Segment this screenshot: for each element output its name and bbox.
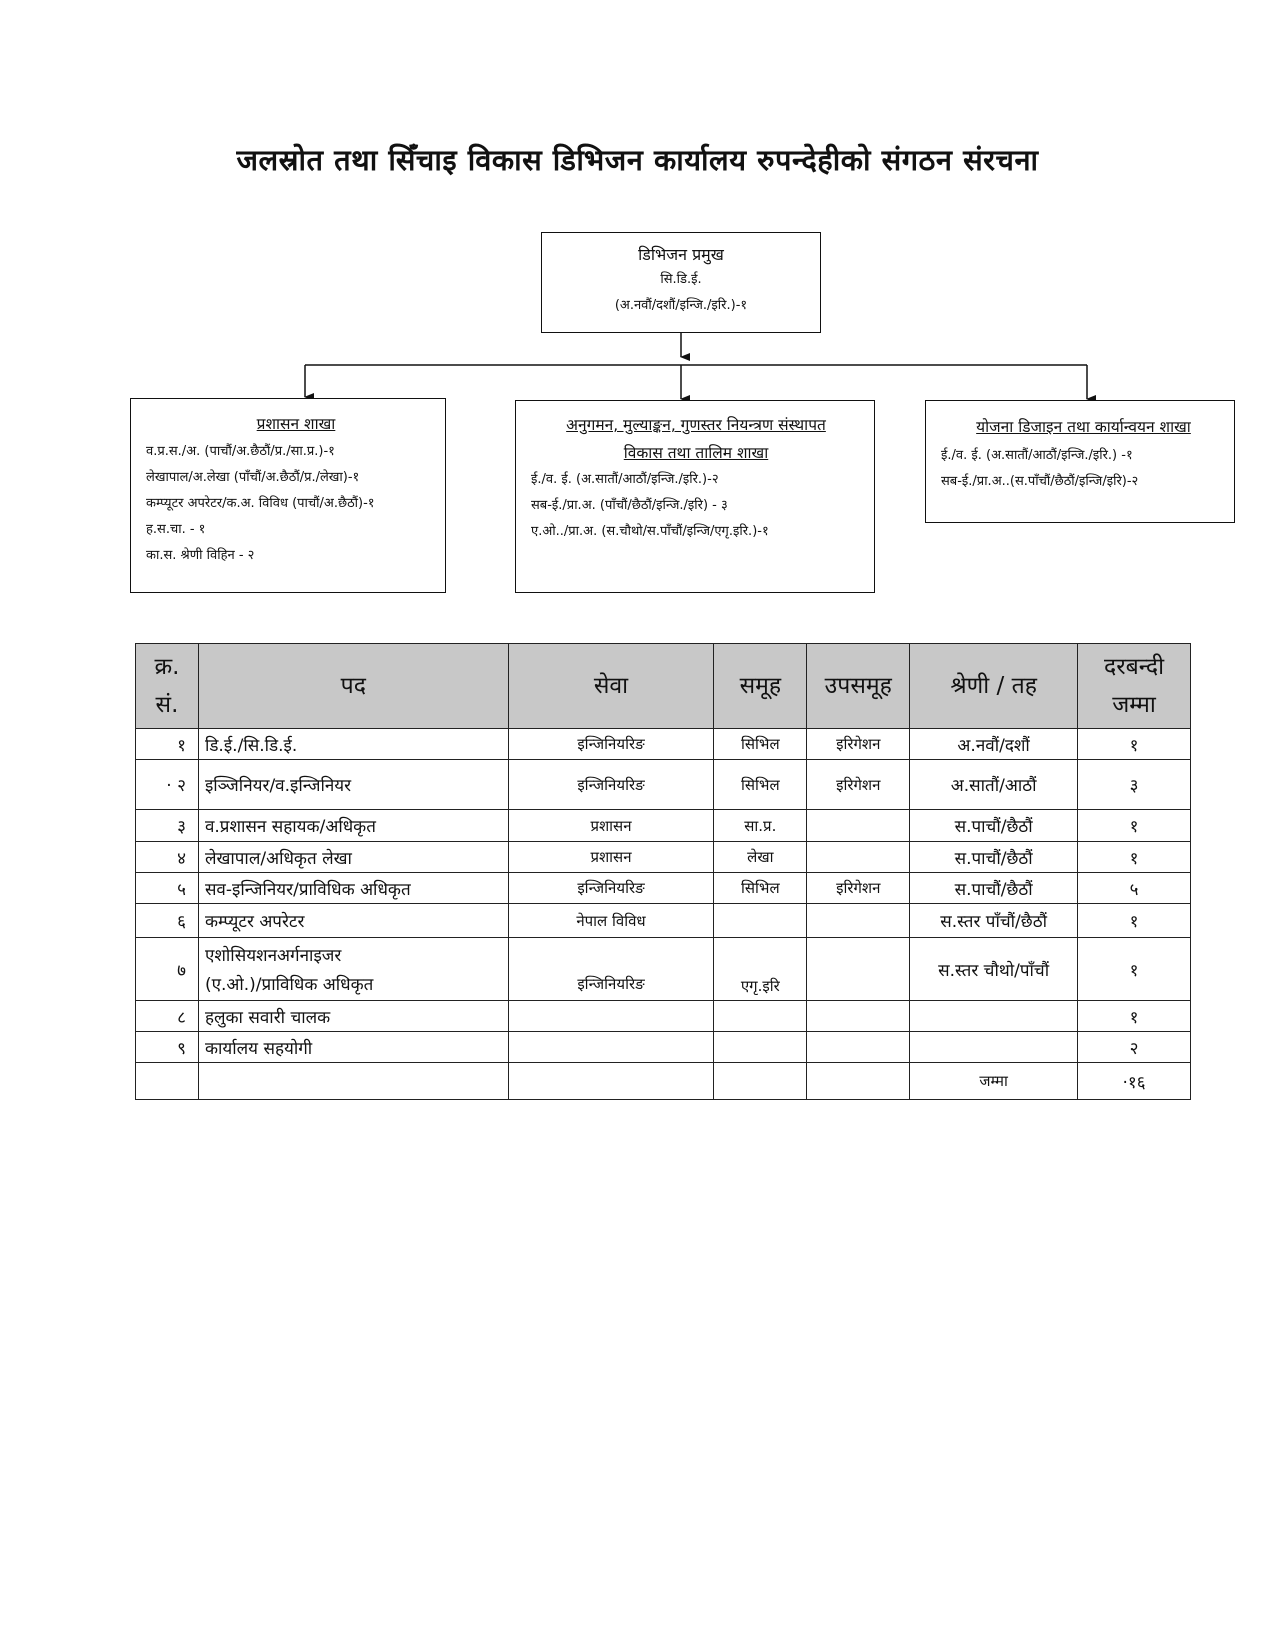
post-cell: सव-इन्जिनियर/प्राविधिक अधिकृत xyxy=(198,873,508,904)
service-cell: इन्जिनियरिङ xyxy=(508,873,714,904)
admin-post-line: लेखापाल/अ.लेखा (पाँचौं/अ.छैठौं/प्र./लेखा)-१ xyxy=(146,470,360,485)
service-cell: इन्जिनियरिङ xyxy=(508,729,714,760)
header-subgroup: उपसमूह xyxy=(807,644,910,729)
grade-cell: स.स्तर पाँचौं/छैठौं xyxy=(910,904,1078,938)
grade-cell xyxy=(910,1032,1078,1063)
table-row xyxy=(136,760,1191,810)
admin-section-box xyxy=(130,398,446,593)
subgroup-cell xyxy=(807,810,910,842)
org-connectors xyxy=(0,0,1275,700)
subgroup-cell xyxy=(807,904,910,938)
header-serial: क्र. सं. xyxy=(136,644,199,729)
division-head-grade: (अ.नवौं/दशौं/इन्जि./इरि.)-१ xyxy=(614,298,748,313)
post-cell: कार्यालय सहयोगी xyxy=(198,1032,508,1063)
serial-cell: ९ xyxy=(136,1032,199,1063)
total-value: ·१६ xyxy=(1078,1063,1191,1100)
grade-cell: अ.सातौं/आठौं xyxy=(910,760,1078,810)
admin-section-title: प्रशासन शाखा xyxy=(256,415,336,433)
post-cell: हलुका सवारी चालक xyxy=(198,1001,508,1032)
table-total-row xyxy=(136,1063,1191,1100)
table-row xyxy=(136,810,1191,842)
post-cell: कम्प्यूटर अपरेटर xyxy=(198,904,508,938)
subgroup-cell xyxy=(807,1032,910,1063)
monitoring-post-line: सब-ई./प्रा.अ. (पाँचौं/छैठौं/इन्जि./इरि) - ३ xyxy=(531,498,728,513)
admin-post-line: कम्प्यूटर अपरेटर/क.अ. विविध (पाचौं/अ.छैठौं)-१ xyxy=(146,496,375,511)
monitoring-section-subtitle: विकास तथा तालिम शाखा xyxy=(623,444,769,462)
table-row xyxy=(136,938,1191,1001)
table-row xyxy=(136,904,1191,938)
header-total: दरबन्दी जम्मा xyxy=(1078,644,1191,729)
grade-cell: स.पाचौं/छैठौं xyxy=(910,810,1078,842)
service-cell xyxy=(508,1001,714,1032)
table-row xyxy=(136,1032,1191,1063)
header-service: सेवा xyxy=(508,644,714,729)
grade-cell xyxy=(910,1001,1078,1032)
subgroup-cell xyxy=(807,1001,910,1032)
page-title: जलस्रोत तथा सिँचाइ विकास डिभिजन कार्यालय रुपन्देहीको संगठन संरचना xyxy=(236,143,1039,177)
serial-cell: ४ xyxy=(136,842,199,873)
group-cell xyxy=(714,904,807,938)
serial-cell: ६ xyxy=(136,904,199,938)
group-cell: सिभिल xyxy=(714,729,807,760)
admin-post-line: का.स. श्रेणी विहिन - २ xyxy=(146,548,255,563)
serial-cell: ३ xyxy=(136,810,199,842)
count-cell: १ xyxy=(1078,729,1191,760)
count-cell: १ xyxy=(1078,904,1191,938)
planning-post-line: सब-ई./प्रा.अ..(स.पाँचौं/छैठौं/इन्जि/इरि)-२ xyxy=(941,474,1139,489)
grade-cell: स.पाचौं/छैठौं xyxy=(910,842,1078,873)
subgroup-cell: इरिगेशन xyxy=(807,760,910,810)
planning-section-title: योजना डिजाइन तथा कार्यान्वयन शाखा xyxy=(976,418,1191,436)
service-cell xyxy=(508,1032,714,1063)
count-cell: १ xyxy=(1078,1001,1191,1032)
service-cell: प्रशासन xyxy=(508,810,714,842)
post-line: (ए.ओ.)/प्राविधिक अधिकृत xyxy=(204,975,374,995)
header-post: पद xyxy=(198,644,508,729)
count-cell: १ xyxy=(1078,938,1191,1001)
table-row xyxy=(136,873,1191,904)
group-cell: लेखा xyxy=(714,842,807,873)
service-cell: प्रशासन xyxy=(508,842,714,873)
header-grade: श्रेणी / तह xyxy=(910,644,1078,729)
post-cell: व.प्रशासन सहायक/अधिकृत xyxy=(198,810,508,842)
count-cell: २ xyxy=(1078,1032,1191,1063)
group-cell xyxy=(714,1032,807,1063)
monitoring-section-box xyxy=(515,400,875,593)
table-row xyxy=(136,729,1191,760)
division-head-title: डिभिजन प्रमुख xyxy=(638,245,724,264)
group-cell: सिभिल xyxy=(714,873,807,904)
serial-cell: ५ xyxy=(136,873,199,904)
subgroup-cell: इरिगेशन xyxy=(807,729,910,760)
admin-post-line: ह.स.चा. - १ xyxy=(146,522,206,537)
admin-post-line: व.प्र.स./अ. (पाचौं/अ.छैठौं/प्र./सा.प्र.)-१ xyxy=(146,444,335,459)
post-cell: डि.ई./सि.डि.ई. xyxy=(198,729,508,760)
count-cell: १ xyxy=(1078,842,1191,873)
serial-cell: ८ xyxy=(136,1001,199,1032)
post-cell xyxy=(198,938,508,1001)
table-row xyxy=(136,1001,1191,1032)
grade-cell: स.स्तर चौथो/पाँचौं xyxy=(910,938,1078,1001)
subgroup-cell xyxy=(807,938,910,1001)
service-cell: नेपाल विविध xyxy=(508,904,714,938)
service-cell: इन्जिनियरिङ xyxy=(508,938,714,1001)
count-cell: ५ xyxy=(1078,873,1191,904)
planning-post-line: ई./व. ई. (अ.सातौं/आठौं/इन्जि./इरि.) -१ xyxy=(941,448,1133,463)
serial-cell: · २ xyxy=(136,760,199,810)
count-cell: १ xyxy=(1078,810,1191,842)
service-cell: इन्जिनियरिङ xyxy=(508,760,714,810)
group-cell: सिभिल xyxy=(714,760,807,810)
table-row xyxy=(136,842,1191,873)
post-cell: इञ्जिनियर/व.इन्जिनियर xyxy=(198,760,508,810)
header-group: समूह xyxy=(714,644,807,729)
division-head-box xyxy=(541,232,821,333)
count-cell: ३ xyxy=(1078,760,1191,810)
division-head-post: सि.डि.ई. xyxy=(660,272,702,287)
monitoring-post-line: ए.ओ../प्रा.अ. (स.चौथो/स.पाँचौं/इन्जि/एगृ.इरि.)-१ xyxy=(531,524,769,539)
group-cell: एगृ.इरि xyxy=(714,938,807,1001)
group-cell xyxy=(714,1001,807,1032)
table-header-row xyxy=(136,644,1191,729)
staffing-table xyxy=(135,643,1191,1100)
subgroup-cell: इरिगेशन xyxy=(807,873,910,904)
serial-cell: १ xyxy=(136,729,199,760)
monitoring-section-title: अनुगमन, मुल्याङ्कन, गुणस्तर नियन्त्रण संस्थापत xyxy=(566,416,826,434)
post-line: एशोसियशनअर्गनाइजर xyxy=(204,946,342,966)
subgroup-cell xyxy=(807,842,910,873)
serial-cell: ७ xyxy=(136,938,199,1001)
grade-cell: अ.नवौं/दशौं xyxy=(910,729,1078,760)
group-cell: सा.प्र. xyxy=(714,810,807,842)
planning-section-box xyxy=(925,400,1235,523)
post-cell: लेखापाल/अधिकृत लेखा xyxy=(198,842,508,873)
grade-cell: स.पाचौं/छैठौं xyxy=(910,873,1078,904)
total-label: जम्मा xyxy=(910,1063,1078,1100)
monitoring-post-line: ई./व. ई. (अ.सातौं/आठौं/इन्जि./इरि.)-२ xyxy=(531,472,719,487)
